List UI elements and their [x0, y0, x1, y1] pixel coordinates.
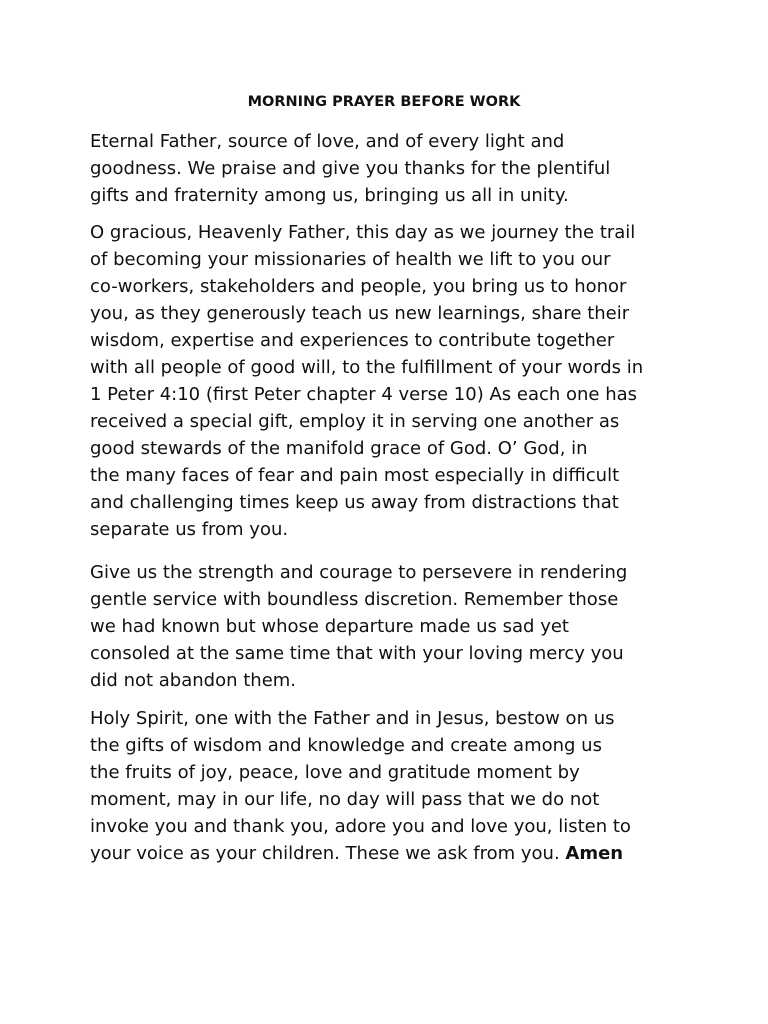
document-title: MORNING PRAYER BEFORE WORK — [247, 94, 521, 110]
paragraph-line: wisdom, expertise and experiences to contribute together — [90, 330, 615, 351]
paragraph-line: and challenging times keep us away from distractions that — [90, 492, 619, 513]
paragraph-4 — [90, 705, 690, 867]
paragraph-3 — [90, 559, 690, 694]
paragraph-line: received a special gift, employ it in serving one another as — [90, 411, 620, 432]
paragraph-line: the gifts of wisdom and knowledge and create among us — [90, 735, 602, 756]
paragraph-line: consoled at the same time that with your loving mercy you — [90, 643, 624, 664]
paragraph-line: of becoming your missionaries of health we lift to you our — [90, 249, 611, 270]
paragraph-line: we had known but whose departure made us sad yet — [90, 616, 569, 637]
paragraph-2 — [90, 219, 690, 543]
paragraph-line: invoke you and thank you, adore you and love you, listen to — [90, 816, 631, 837]
paragraph-line: O gracious, Heavenly Father, this day as we journey the trail — [90, 222, 636, 243]
paragraph-line: moment, may in our life, no day will pass that we do not — [90, 789, 600, 810]
last-line-text: your voice as your children. These we ask from you. — [90, 843, 560, 864]
paragraph-line: the many faces of fear and pain most especially in difficult — [90, 465, 620, 486]
paragraph-line: 1 Peter 4:10 (first Peter chapter 4 verse 10) As each one has — [90, 384, 638, 405]
closing-word: Amen — [565, 843, 624, 864]
paragraph-last-line — [90, 840, 690, 867]
paragraph-line: with all people of good will, to the fulfillment of your words in — [90, 357, 644, 378]
paragraph-line: did not abandon them. — [90, 670, 297, 691]
paragraph-line: you, as they generously teach us new learnings, share their — [90, 303, 630, 324]
paragraph-line: separate us from you. — [90, 519, 289, 540]
paragraph-1 — [90, 128, 690, 209]
paragraph-line: Eternal Father, source of love, and of every light and — [90, 131, 565, 152]
paragraph-line: the fruits of joy, peace, love and gratitude moment by — [90, 762, 580, 783]
paragraph-line: gentle service with boundless discretion. Remember those — [90, 589, 619, 610]
paragraph-line: gifts and fraternity among us, bringing us all in unity. — [90, 185, 569, 206]
paragraph-line: good stewards of the manifold grace of God. O’ God, in — [90, 438, 588, 459]
paragraph-line: Holy Spirit, one with the Father and in Jesus, bestow on us — [90, 708, 615, 729]
paragraph-line: Give us the strength and courage to persevere in rendering — [90, 562, 628, 583]
paragraph-line: goodness. We praise and give you thanks for the plentiful — [90, 158, 611, 179]
paragraph-line: co-workers, stakeholders and people, you bring us to honor — [90, 276, 627, 297]
